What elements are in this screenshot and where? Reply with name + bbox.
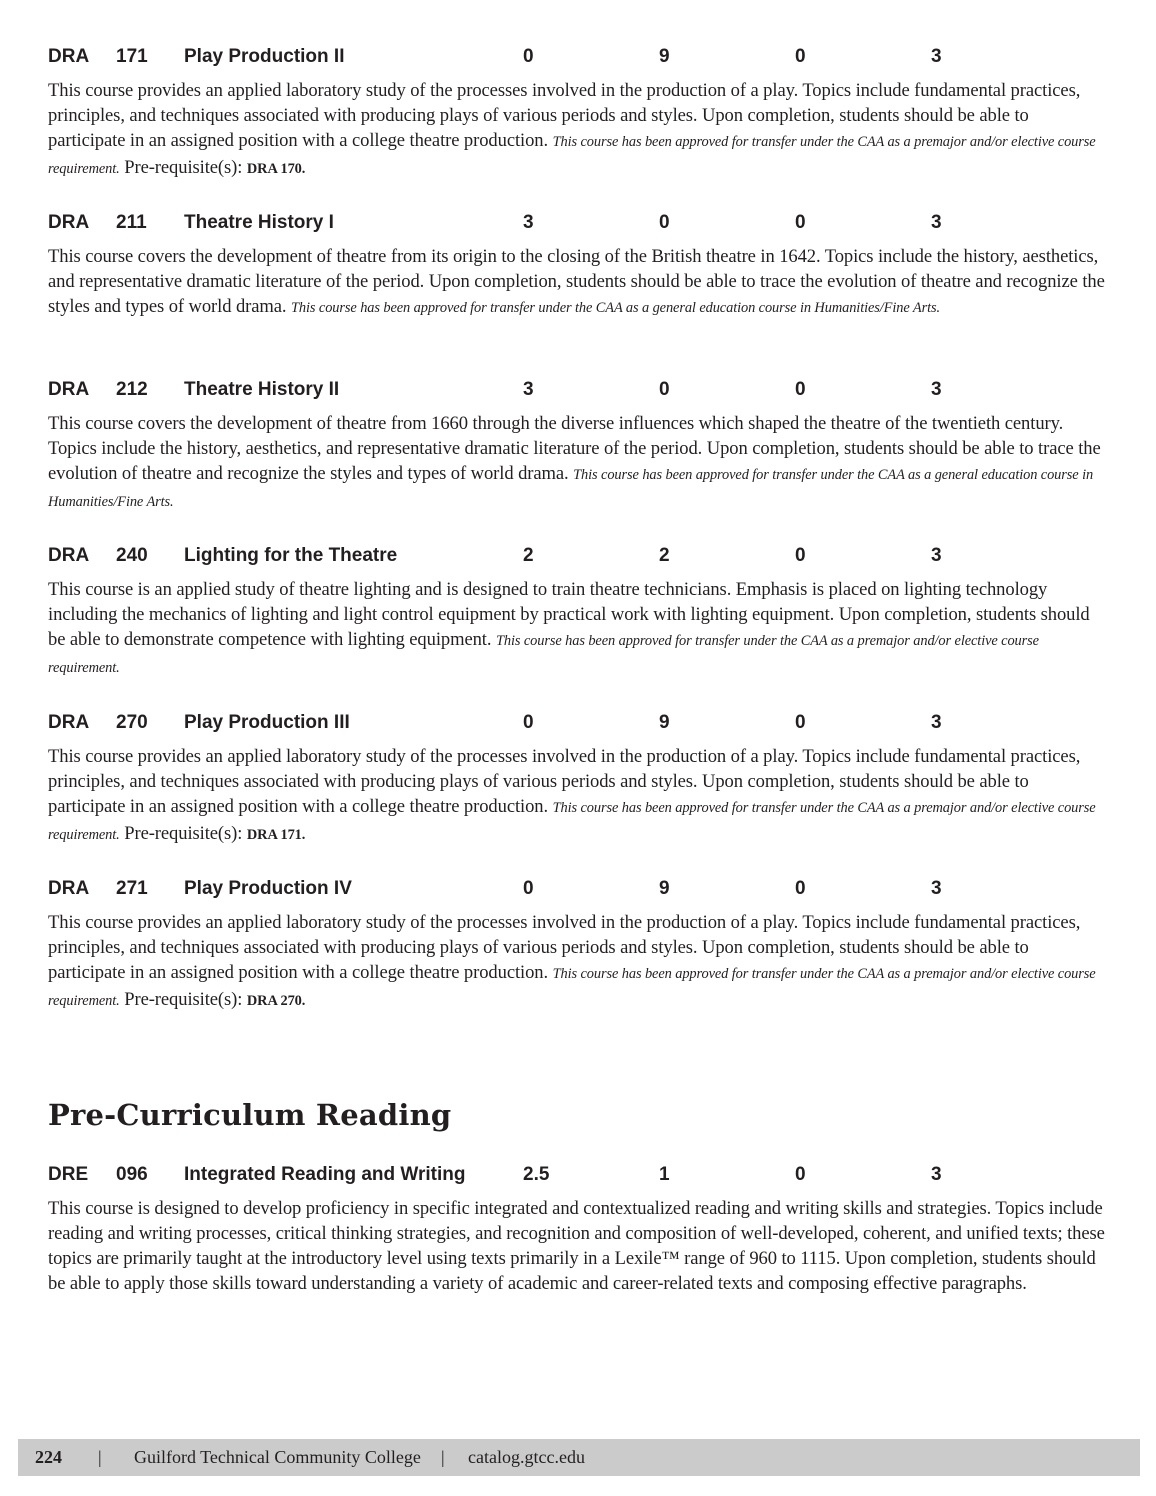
course-header [48,1164,1108,1190]
prereq-label: Pre-requisite(s): [124,823,243,844]
catalog-url[interactable]: catalog.gtcc.edu [468,1447,585,1467]
lab-hours: 9 [659,46,670,67]
description-text: This course is designed to develop proficiency in specific integrated and contextualized reading and writing skills and strategies. Topics include reading and writing processes, critical thinking strategies, and recognition and composition of well-developed, coherent, and unified texts; these topics are primarily taught at the introductory level using texts primarily in a Lexile™ range of 960 to 1115. Upon completion, students should be able to apply those skills toward understanding a variety of academic and career-related texts and composing effective paragraphs. [48,1198,1105,1294]
prereq-code: DRA 270. [246,993,306,1009]
class-hours: 2 [523,545,534,566]
course-prefix: DRA [48,545,90,566]
prereq-code: DRA 170. [246,161,306,177]
work-hours: 0 [795,545,806,566]
course-header [48,379,1108,405]
course-entry [48,379,1108,515]
course-entry [48,545,1108,681]
course-description [48,744,1108,848]
work-hours: 0 [795,212,806,233]
course-number: 171 [116,46,148,67]
transfer-note: This course has been approved for transfer under the CAA as a premajor and/or elective course requirement. [48,800,1096,843]
course-title: Play Production III [184,712,350,733]
course-title: Theatre History II [184,379,340,400]
course-number: 211 [116,212,147,233]
footer-separator: | [441,1447,445,1467]
course-header [48,545,1108,571]
course-header [48,878,1108,904]
footer-separator: | [98,1447,102,1467]
work-hours: 0 [795,379,806,400]
transfer-note: This course has been approved for transfer under the CAA as a premajor and/or elective course requirement. [48,633,1039,676]
description-text: This course provides an applied laboratory study of the processes involved in the production of a play. Topics include fundamental practices, principles, and techniques associated with producing plays of various periods and styles. Upon completion, students should be able to participate in an assigned position with a college theatre production. [48,80,1081,151]
credit-hours: 3 [931,878,942,899]
course-header [48,46,1108,72]
lab-hours: 9 [659,878,670,899]
course-entry [48,212,1108,321]
course-number: 096 [116,1164,148,1185]
course-title: Integrated Reading and Writing [184,1164,466,1185]
section-heading: Pre-Curriculum Reading [48,1098,452,1132]
course-description [48,910,1108,1014]
course-prefix: DRA [48,212,90,233]
course-prefix: DRA [48,878,90,899]
transfer-note: This course has been approved for transfer under the CAA as a general education course in Humanities/Fine Arts. [291,300,940,316]
course-prefix: DRA [48,379,90,400]
description-text: This course provides an applied laboratory study of the processes involved in the production of a play. Topics include fundamental practices, principles, and techniques associated with producing plays of various periods and styles. Upon completion, students should be able to participate in an assigned position with a college theatre production. [48,746,1081,817]
course-prefix: DRA [48,46,90,67]
class-hours: 0 [523,878,534,899]
description-text: This course covers the development of theatre from 1660 through the diverse influences which shaped the theatre of the twentieth century. Topics include the history, aesthetics, and representative dramatic literature of the period. Upon completion, students should be able to trace the evolution of theatre and recognize the styles and types of world drama. [48,413,1101,484]
course-title: Play Production II [184,46,345,67]
lab-hours: 2 [659,545,670,566]
credit-hours: 3 [931,712,942,733]
lab-hours: 1 [659,1164,670,1185]
prereq-label: Pre-requisite(s): [124,157,243,178]
course-number: 270 [116,712,148,733]
class-hours: 0 [523,712,534,733]
credit-hours: 3 [931,46,942,67]
page-footer [18,1439,1140,1476]
credit-hours: 3 [931,212,942,233]
work-hours: 0 [795,1164,806,1185]
description-text: This course covers the development of theatre from its origin to the closing of the British theatre in 1642. Topics include the history, aesthetics, and representative dramatic literature of the period. Upon completion, students should be able to trace the evolution of theatre and recognize the styles and types of world drama. [48,246,1105,317]
credit-hours: 3 [931,545,942,566]
lab-hours: 0 [659,212,670,233]
class-hours: 3 [523,379,534,400]
lab-hours: 9 [659,712,670,733]
course-prefix: DRE [48,1164,89,1185]
course-title: Theatre History I [184,212,334,233]
work-hours: 0 [795,46,806,67]
transfer-note: This course has been approved for transfer under the CAA as a premajor and/or elective course requirement. [48,134,1096,177]
course-prefix: DRA [48,712,90,733]
course-title: Play Production IV [184,878,352,899]
work-hours: 0 [795,878,806,899]
lab-hours: 0 [659,379,670,400]
page-number: 224 [35,1447,62,1467]
course-entry [48,712,1108,848]
college-name: Guilford Technical Community College [134,1447,421,1467]
course-description [48,577,1108,681]
class-hours: 3 [523,212,534,233]
course-header [48,712,1108,738]
course-number: 271 [116,878,148,899]
credit-hours: 3 [931,1164,942,1185]
transfer-note: This course has been approved for transfer under the CAA as a general education course in Humanities/Fine Arts. [48,467,1094,510]
work-hours: 0 [795,712,806,733]
course-entry [48,46,1108,182]
course-number: 240 [116,545,148,566]
course-number: 212 [116,379,148,400]
class-hours: 0 [523,46,534,67]
description-text: This course provides an applied laboratory study of the processes involved in the production of a play. Topics include fundamental practices, principles, and techniques associated with producing plays of various periods and styles. Upon completion, students should be able to participate in an assigned position with a college theatre production. [48,912,1081,983]
class-hours: 2.5 [523,1164,550,1185]
course-title: Lighting for the Theatre [184,545,398,566]
course-description [48,411,1108,515]
prereq-code: DRA 171. [246,827,306,843]
course-description [48,244,1108,321]
course-header [48,212,1108,238]
prereq-label: Pre-requisite(s): [124,989,243,1010]
course-description [48,1196,1108,1296]
credit-hours: 3 [931,379,942,400]
description-text: This course is an applied study of theatre lighting and is designed to train theatre technicians. Emphasis is placed on lighting technology including the mechanics of lighting and light control equipment by practical work with lighting equipment. Upon completion, students should be able to demonstrate competence with lighting equipment. [48,579,1090,650]
course-entry [48,1164,1108,1296]
transfer-note: This course has been approved for transfer under the CAA as a premajor and/or elective course requirement. [48,966,1096,1009]
course-description [48,78,1108,182]
course-entry [48,878,1108,1014]
